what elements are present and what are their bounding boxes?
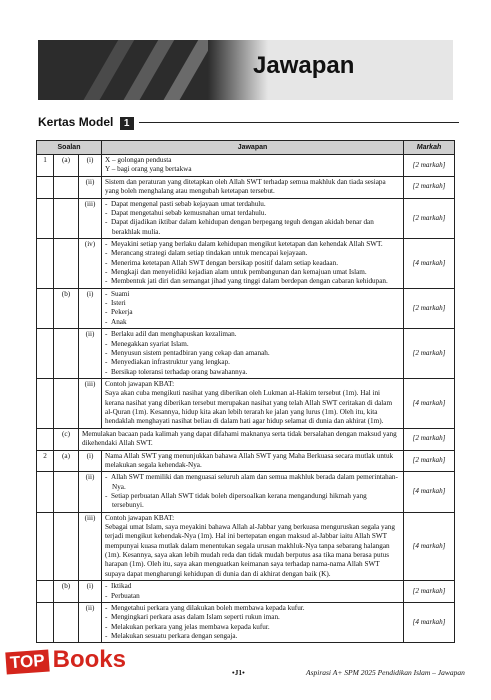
mark-cell: [4 markah]: [404, 379, 455, 429]
logo-top: TOP: [5, 650, 49, 675]
answer-point: - Meyakini setiap yang berlaku dalam kehidupan mengikut ketetapan dan kehendak Allah SWT.: [105, 240, 400, 249]
question-number: [37, 198, 54, 238]
header-banner: [38, 40, 453, 100]
table-row: [37, 472, 455, 512]
answer-point: - Melakukan perkara yang jelas membawa kepada kufur.: [105, 623, 400, 632]
footer-source: Aspirasi A+ SPM 2025 Pendidikan Islam – Jawapan: [306, 668, 465, 677]
answer-point: - Dapat mengetahui sebab kemusnahan umat terdahulu.: [105, 209, 400, 218]
question-number: [37, 472, 54, 512]
header-soalan: Soalan: [37, 141, 102, 155]
mark-cell: [2 markah]: [404, 428, 455, 450]
answer-point: - Menyusun sistem pentadbiran yang cekap dan amanah.: [105, 349, 400, 358]
table-header-row: [37, 141, 455, 155]
subpart-label: (i): [79, 288, 102, 328]
answer-cell: [102, 379, 404, 429]
answer-point: - Isteri: [105, 299, 400, 308]
subpart-label: (iii): [79, 379, 102, 429]
mark-cell: [4 markah]: [404, 472, 455, 512]
part-label: [54, 238, 79, 288]
subpart-label: (i): [79, 581, 102, 603]
part-label: [54, 198, 79, 238]
table-row: [37, 288, 455, 328]
answer-list: [105, 240, 400, 287]
question-number: [37, 329, 54, 379]
answer-point: - Menerima ketetapan Allah SWT dengan bersikap positif dalam setiap keadaan.: [105, 259, 400, 268]
question-number: [37, 288, 54, 328]
answer-text: Nama Allah SWT yang menunjukkan bahawa Allah SWT yang Maha Berkuasa secara mutlak untuk melakukan segala kehendak-Nya.: [105, 451, 394, 469]
part-label: [54, 329, 79, 379]
subpart-label: (i): [79, 450, 102, 472]
part-label: (b): [54, 288, 79, 328]
page-title: Jawapan: [253, 52, 355, 79]
subpart-label: (i): [79, 155, 102, 177]
mark-cell: [4 markah]: [404, 602, 455, 642]
answer-cell: [79, 428, 404, 450]
answer-point: - Pekerja: [105, 308, 400, 317]
mark-cell: [2 markah]: [404, 329, 455, 379]
answer-point: - Mengingkari perkara asas dalam Islam seperti rukun iman.: [105, 613, 400, 622]
answer-point: - Menegakkan syariat Islam.: [105, 340, 400, 349]
page-number: •J1•: [232, 668, 245, 677]
answer-text: Memulakan bacaan pada kalimah yang dapat difahami maknanya serta tidak bersalahan dengan maksud yang dikehendaki Allah SWT.: [82, 429, 397, 448]
answer-point: - Merancang strategi dalam setiap tindakan untuk mencapai kejayaan.: [105, 249, 400, 258]
table-row: [37, 329, 455, 379]
answer-table: [36, 140, 455, 643]
answer-point: - Melakukan sesuatu perkara dengan sengaja.: [105, 632, 400, 641]
answer-point: - Dapat dijadikan iktibar dalam kehidupan dengan berpegang teguh dengan akidah benar dan berakhlak mulia.: [105, 218, 400, 237]
mark-cell: [2 markah]: [404, 450, 455, 472]
answer-cell: [102, 512, 404, 581]
part-label: [54, 176, 79, 198]
part-label: [54, 379, 79, 429]
part-label: (b): [54, 581, 79, 603]
answer-point: - Anak: [105, 318, 400, 327]
answer-text: Contoh jawapan KBAT:: [105, 380, 175, 388]
question-number: [37, 379, 54, 429]
table-row: [37, 198, 455, 238]
question-number: [37, 176, 54, 198]
answer-point: - Setiap perbuatan Allah SWT tidak boleh dipersoalkan kerana mengandungi hikmah yang tersebunyi.: [105, 492, 400, 511]
part-label: (c): [54, 428, 79, 450]
mark-cell: [2 markah]: [404, 581, 455, 603]
answer-list: [105, 290, 400, 327]
question-number: [37, 238, 54, 288]
mark-cell: [2 markah]: [404, 176, 455, 198]
answer-cell: [102, 581, 404, 603]
table-row: [37, 450, 455, 472]
subpart-label: (ii): [79, 602, 102, 642]
answer-point: - Mengetahui perkara yang dilakukan boleh membawa kepada kufur.: [105, 604, 400, 613]
table-row: [37, 581, 455, 603]
answer-point: - Berlaku adil dan menghapuskan kezaliman.: [105, 330, 400, 339]
answer-list: [105, 200, 400, 237]
answer-point: - Menyediakan infrastruktur yang lengkap.: [105, 358, 400, 367]
answer-cell: [102, 155, 404, 177]
mark-cell: [2 markah]: [404, 198, 455, 238]
answer-list: [105, 473, 400, 510]
answer-point: - Mengkaji dan menyelidiki kejadian alam untuk pembangunan dan kemajuan umat Islam.: [105, 268, 400, 277]
header-jawapan: Jawapan: [102, 141, 404, 155]
question-number: 1: [37, 155, 54, 177]
table-row: [37, 238, 455, 288]
answer-text: Contoh jawapan KBAT:: [105, 513, 175, 522]
answer-table-body: [37, 155, 455, 643]
subpart-label: (iii): [79, 198, 102, 238]
table-row: [37, 379, 455, 429]
answer-list: [105, 582, 400, 601]
table-row: [37, 176, 455, 198]
answer-point: - Iktikad: [105, 582, 400, 591]
answer-cell: [102, 198, 404, 238]
answer-cell: [102, 176, 404, 198]
section-rule: [139, 122, 459, 123]
part-label: (a): [54, 155, 79, 177]
part-label: (a): [54, 450, 79, 472]
answer-cell: [102, 288, 404, 328]
table-row: [37, 428, 455, 450]
part-label: [54, 602, 79, 642]
question-number: 2: [37, 450, 54, 472]
answer-point: - Membentuk jati diri dan semangat jihad yang tinggi dalam berdepan dengan cabaran kehidupan.: [105, 277, 400, 286]
question-number: [37, 512, 54, 581]
section-label: Kertas Model: [38, 115, 114, 129]
answer-point: - Dapat mengenal pasti sebab kejayaan umat terdahulu.: [105, 200, 400, 209]
answer-text: Y – bagi orang yang bertakwa: [105, 165, 192, 174]
answer-cell: [102, 450, 404, 472]
answer-text: Saya akan cuba mengikuti nasihat yang diberikan oleh Lukman al-Hakim tersebut (1m). Hal ini kerana nasihat yang diberikan tersebut merupakan nasihat yang telah Allah SWT ceritakan di dalam al-Quran (1m). Kesannya, hidup kita akan lebih terarah ke jalan yang lurus (1m). Oleh itu, kita hendaklah menghayati nasihat beliau di dalam hati agar hidup selamat di dunia dan akhirat (1m).: [105, 389, 393, 426]
topbooks-logo: [6, 646, 126, 674]
table-row: [37, 602, 455, 642]
mark-cell: [4 markah]: [404, 512, 455, 581]
table-row: [37, 512, 455, 581]
subpart-label: (ii): [79, 472, 102, 512]
answer-list: [105, 330, 400, 377]
section-number: 1: [120, 117, 134, 130]
answer-cell: [102, 602, 404, 642]
answer-cell: [102, 329, 404, 379]
answer-text: Sistem dan peraturan yang ditetapkan oleh Allah SWT terhadap semua makhluk dan tiada sesiapa yang boleh menghalang atau mengubah ketetapan tersebut.: [105, 177, 386, 196]
part-label: [54, 472, 79, 512]
mark-cell: [2 markah]: [404, 288, 455, 328]
header-markah: Markah: [404, 141, 455, 155]
answer-point: - Bersikap toleransi terhadap orang bawahannya.: [105, 368, 400, 377]
question-number: [37, 581, 54, 603]
answer-point: - Perbuatan: [105, 592, 400, 601]
question-number: [37, 602, 54, 642]
subpart-label: (iv): [79, 238, 102, 288]
answer-cell: [102, 472, 404, 512]
answer-text: X – golongan pendusta: [105, 156, 172, 165]
answer-text: Sebagai umat Islam, saya meyakini bahawa Allah al-Jabbar yang berkuasa menguruskan segala yang terjadi mengikut kehendak-Nya (1m). Hal ini bertepatan engan maksud al-Jabbar iaitu Allah SWT mempunyai kuasa mutlak dalam menentukan segala urusan makhluk-Nya tanpa sebarang halangan (1m). Kesannya, saya akan lebih mudah reda dan tidak mudah berputus asa tika mana berasa putus harapan (1m). Oleh itu, saya akan menguatkan keimanan saya terhadap nama-nama Allah SWT supaya dapat mengharungi kehidupan di dunia dan di akhirat dengan baik (K).: [105, 523, 395, 578]
answer-list: [105, 604, 400, 641]
subpart-label: (ii): [79, 176, 102, 198]
table-row: [37, 155, 455, 177]
answer-cell: [102, 238, 404, 288]
answer-point: - Allah SWT memiliki dan menguasai seluruh alam dan semua makhluk berada dalam pemerintahan-Nya.: [105, 473, 400, 492]
mark-cell: [4 markah]: [404, 238, 455, 288]
answer-point: - Suami: [105, 290, 400, 299]
question-number: [37, 428, 54, 450]
part-label: [54, 512, 79, 581]
mark-cell: [2 markah]: [404, 155, 455, 177]
subpart-label: (ii): [79, 329, 102, 379]
subpart-label: (iii): [79, 512, 102, 581]
logo-books: Books: [52, 646, 126, 673]
section-heading: [38, 115, 459, 130]
